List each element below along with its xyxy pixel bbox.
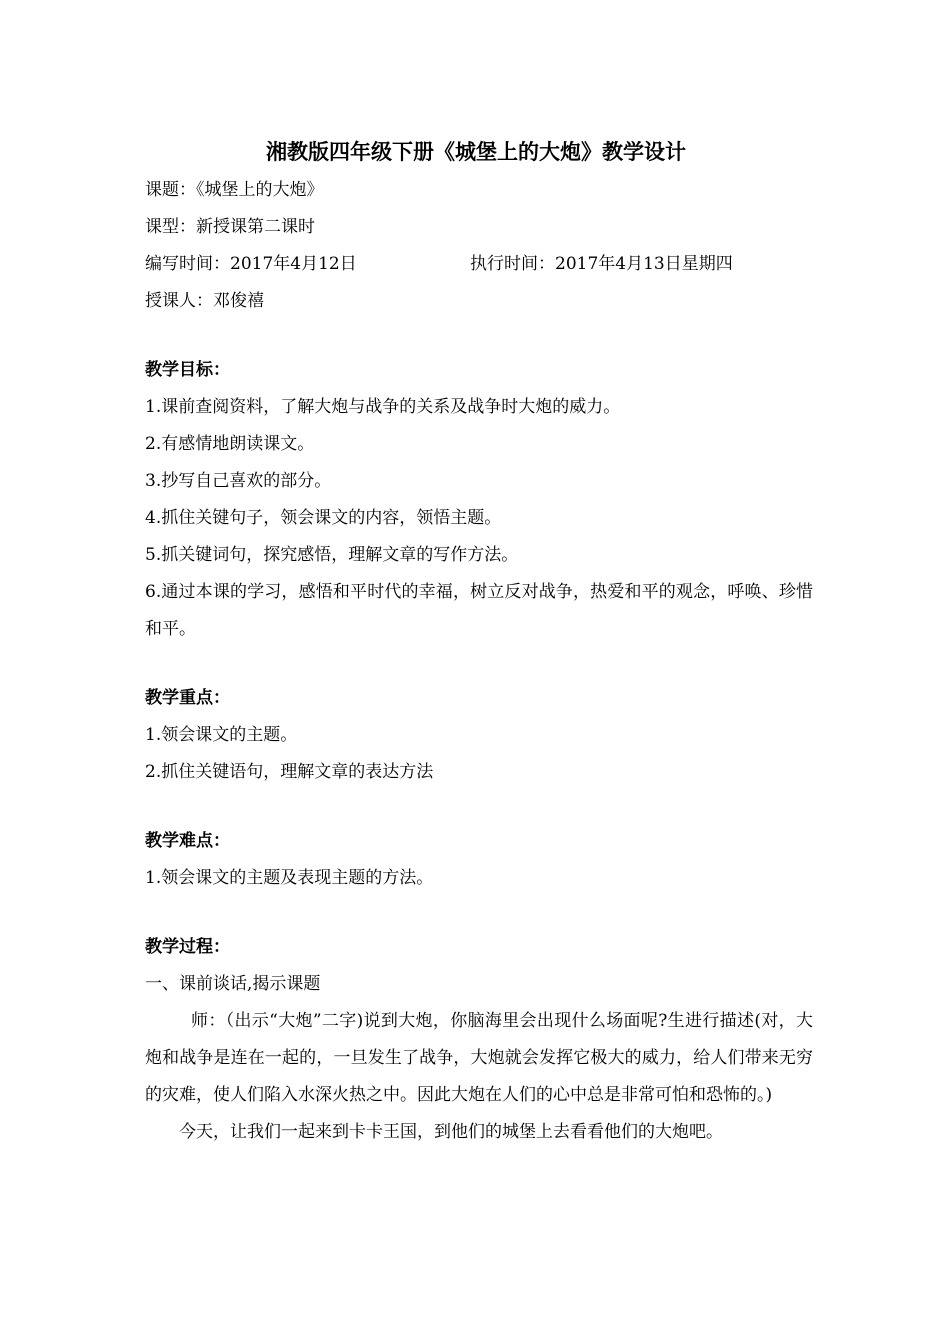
process-heading: 教学过程： bbox=[145, 937, 230, 957]
meta-topic: 课题：《城堡上的大炮》 bbox=[145, 180, 324, 200]
meta-dates bbox=[145, 246, 813, 283]
document-title: 湘教版四年级下册《城堡上的大炮》教学设计 bbox=[266, 140, 686, 164]
meta-type: 课型：新授课第二课时 bbox=[145, 217, 315, 237]
objective-item: 2.有感情地朗读课文。 bbox=[145, 434, 315, 454]
spacer bbox=[145, 648, 813, 680]
process-section-heading: 一、课前谈话,揭示课题 bbox=[145, 974, 321, 994]
key-point-item: 1.领会课文的主题。 bbox=[145, 725, 298, 745]
meta-executed: 执行时间：2017年4月13日星期四 bbox=[470, 254, 733, 274]
difficulties-heading: 教学难点： bbox=[145, 831, 230, 851]
objective-item: 1.课前查阅资料，了解大炮与战争的关系及战争时大炮的威力。 bbox=[145, 397, 621, 417]
process-paragraph: 今天，让我们一起来到卡卡王国，到他们的城堡上去看看他们的大炮吧。 bbox=[179, 1122, 723, 1142]
document-body bbox=[145, 132, 813, 1151]
objective-item: 3.抄写自己喜欢的部分。 bbox=[145, 471, 332, 491]
key-points-heading: 教学重点： bbox=[145, 688, 230, 708]
difficulty-item: 1.领会课文的主题及表现主题的方法。 bbox=[145, 868, 434, 888]
process-paragraph: 师：（出示“大炮”二字)说到大炮，你脑海里会出现什么场面呢?生进行描述(对，大炮和战争是连在一起的，一旦发生了战争，大炮就会发挥它极大的威力，给人们带来无穷的灾难，使人们陷入水深火热之中。因此大炮在人们的心中总是非常可怕和恐怖的。) bbox=[145, 1011, 813, 1105]
meta-teacher: 授课人：邓俊禧 bbox=[145, 291, 264, 311]
spacer bbox=[145, 791, 813, 823]
key-point-item: 2.抓住关键语句，理解文章的表达方法 bbox=[145, 762, 434, 782]
objective-item: 4.抓住关键句子，领会课文的内容，领悟主题。 bbox=[145, 508, 502, 528]
spacer bbox=[145, 320, 813, 352]
objectives-heading: 教学目标： bbox=[145, 360, 230, 380]
objective-item: 5.抓关键词句，探究感悟，理解文章的写作方法。 bbox=[145, 545, 519, 565]
spacer bbox=[145, 897, 813, 929]
objective-item: 6.通过本课的学习，感悟和平时代的幸福，树立反对战争，热爱和平的观念，呼唤、珍惜和平。 bbox=[145, 582, 813, 639]
meta-written: 编写时间：2017年4月12日 bbox=[145, 254, 357, 274]
